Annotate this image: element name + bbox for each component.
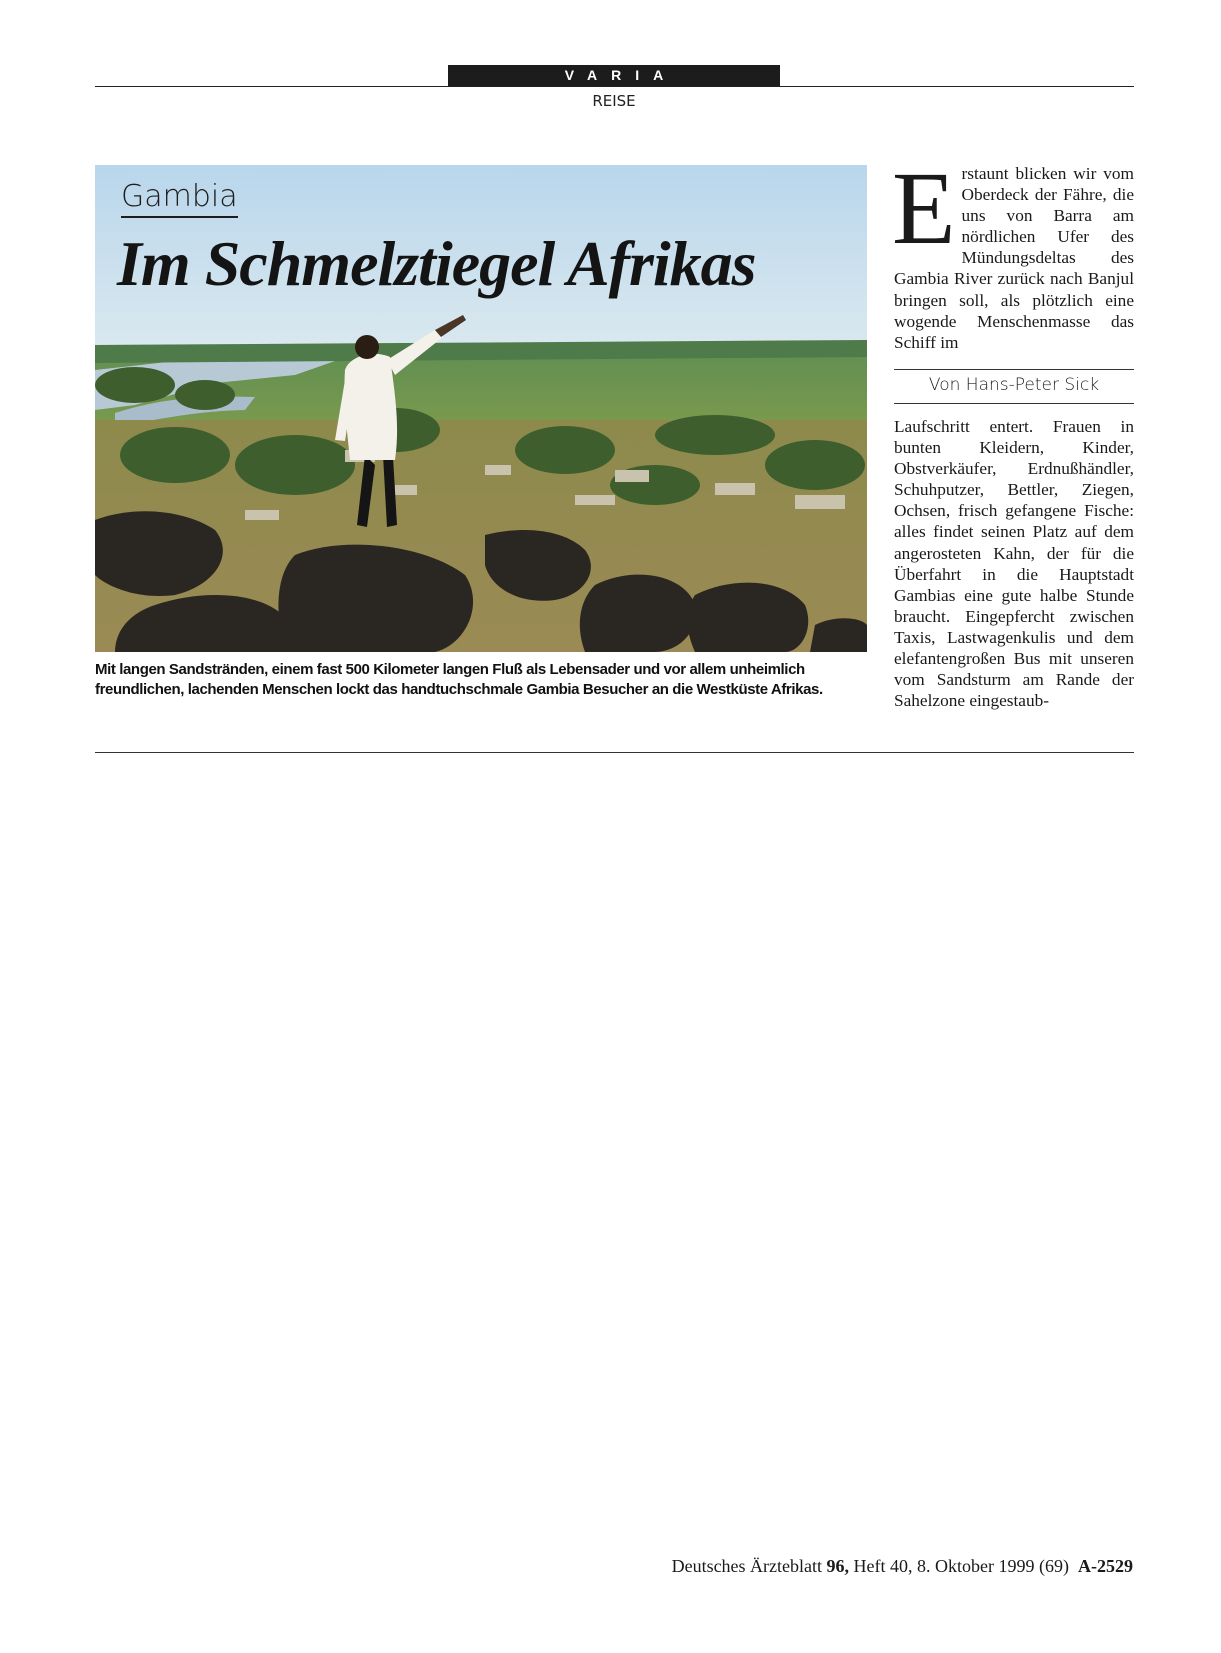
- body-paragraph: Laufschritt entert. Frauen in bunten Kleidern, Kinder, Obstverkäufer, Erdnußhändler, Schuhputzer, Bettler, Ziegen, Ochsen, frisch gefangene Fische: alles findet seinen Platz auf dem angerosteten Kahn, der für die Überfahrt in die Hauptstadt Gambias eine gute halbe Stunde braucht. Eingepfercht zwischen Taxis, Lastwagenkulis und dem elefantengroßen Bus mit unseren vom Sandsturm am Rande der Sahelzone eingestaub-: [894, 417, 1134, 711]
- drop-cap: E: [892, 151, 956, 266]
- page-number: A-2529: [1078, 1556, 1133, 1576]
- article-bottom-rule: [95, 752, 1134, 753]
- byline-rule-bottom: [894, 403, 1134, 404]
- section-label: VARIA: [448, 65, 780, 86]
- article-photo: [95, 165, 867, 652]
- issue-info: Heft 40, 8. Oktober 1999 (69): [853, 1556, 1069, 1576]
- page-footer: [672, 1556, 1133, 1577]
- volume-number: 96,: [826, 1556, 850, 1576]
- author-byline: Von Hans-Peter Sick: [928, 375, 1100, 395]
- article-headline: Im Schmelztiegel Afrikas: [117, 228, 756, 299]
- photo-caption: Mit langen Sandstränden, einem fast 500 Kilometer langen Fluß als Lebensader und vor allem unheimlich freundlichen, lachenden Menschen lockt das handtuchschmale Gambia Besucher an die Westküste Afrikas.: [95, 661, 823, 698]
- header-rule: [95, 86, 1134, 87]
- article-kicker: Gambia: [121, 179, 238, 218]
- subsection-label: REISE: [592, 92, 636, 110]
- journal-name: Deutsches Ärzteblatt: [671, 1556, 823, 1576]
- byline-rule-top: [894, 369, 1134, 370]
- lead-paragraph: [892, 151, 1134, 353]
- lead-text: rstaunt blicken wir vom Oberdeck der Fähre, die uns von Barra am nördlichen Ufer des Mündungsdeltas des Gambia River zurück nach Banjul bringen soll, als plötzlich eine wogende Menschenmasse das Schiff im: [894, 164, 1134, 352]
